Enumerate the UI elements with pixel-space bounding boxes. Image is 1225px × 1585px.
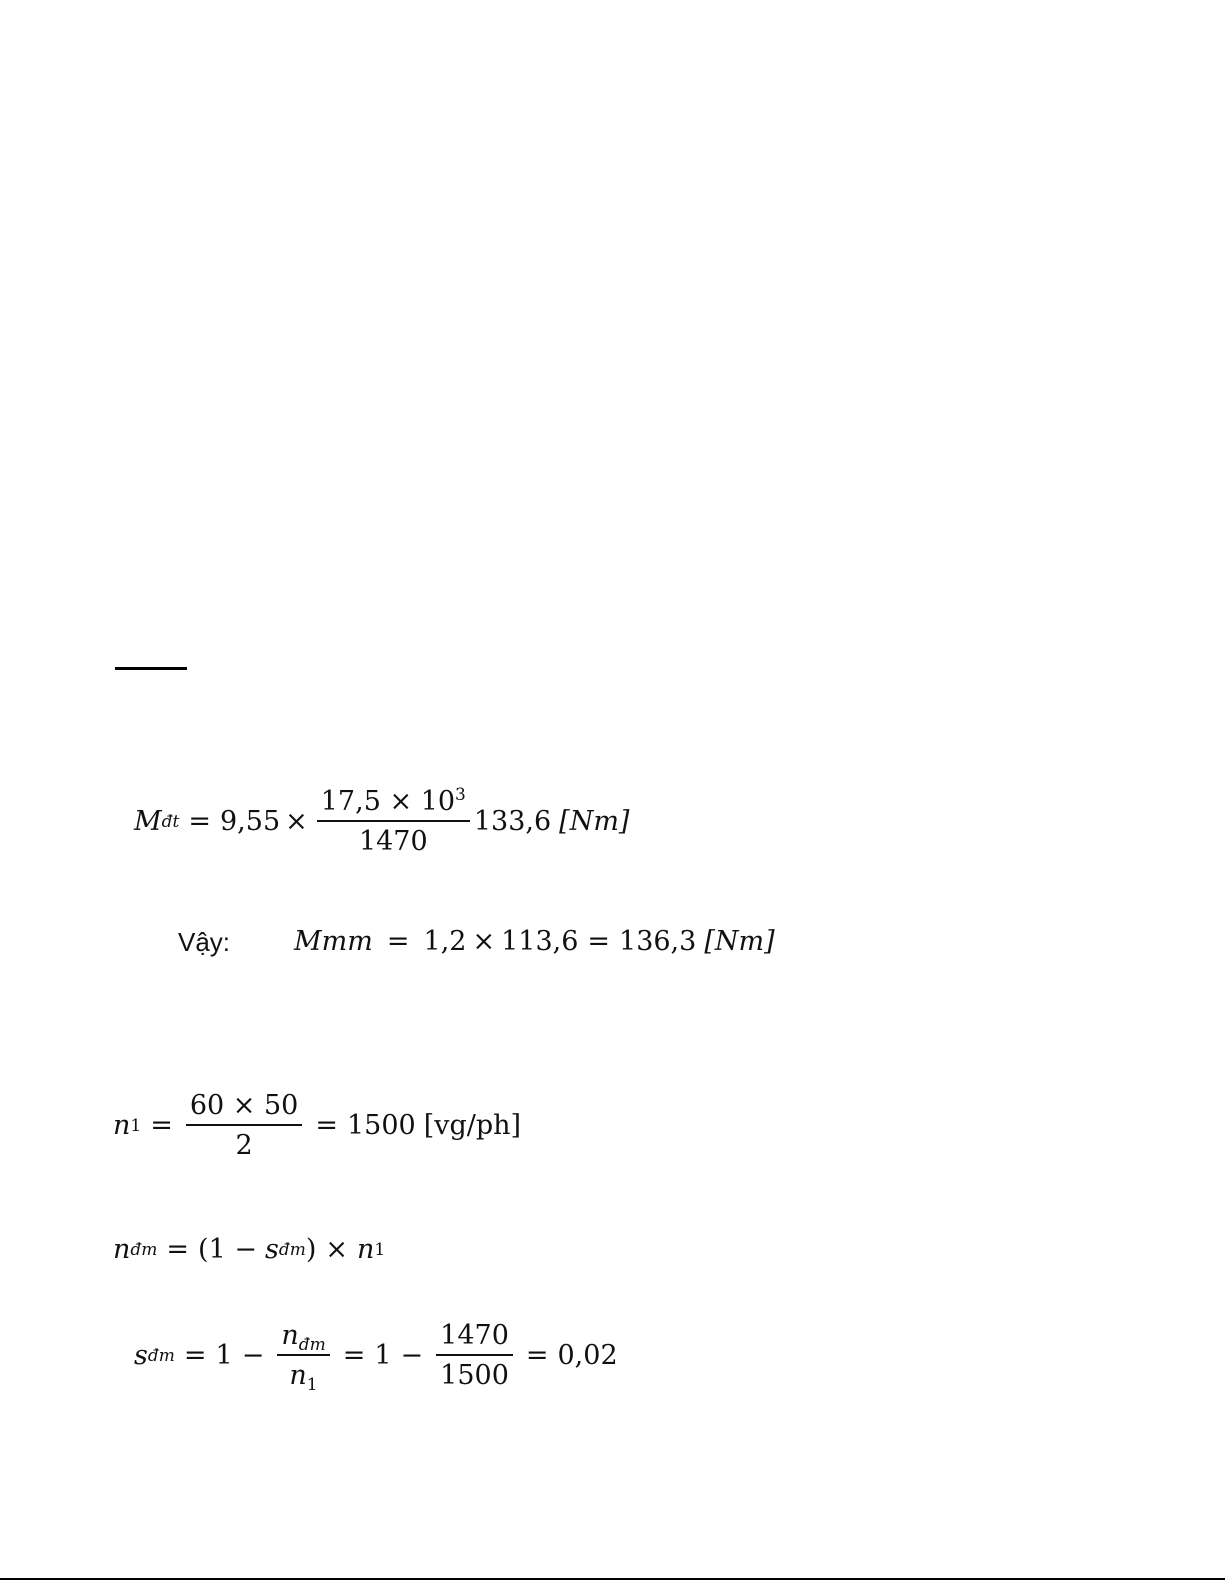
eq5-one: 1	[215, 1340, 233, 1371]
eq1-num-base: 10	[420, 786, 456, 817]
eq1-lhs-var: M	[134, 806, 162, 837]
eq1-numerator	[317, 784, 470, 822]
eq3-denominator: 2	[235, 1130, 253, 1161]
eq2-result: 136,3	[619, 926, 697, 957]
eq2-times: ×	[472, 926, 496, 957]
eq1-num-times: ×	[389, 786, 413, 817]
eq4-n-var: n	[357, 1234, 375, 1265]
equation-rated-speed: n đm = (1 − s đm ) × n 1	[113, 1234, 386, 1265]
eq2-lhs: Mmm	[294, 926, 373, 957]
eq4-s-var: s	[264, 1234, 279, 1265]
eq1-coef: 9,55	[220, 806, 281, 837]
eq2-unit: [Nm]	[704, 926, 775, 957]
conclusion-label: Vậy:	[178, 926, 231, 957]
eq2-b: 113,6	[501, 926, 579, 957]
eq3-equals: =	[150, 1110, 173, 1141]
page-bottom-border	[0, 1578, 1225, 1580]
equation-sync-speed: n 1 = $\frac{60 \times 50}{2}$ = 1500 [vg/ph]	[113, 1090, 522, 1161]
eq5-num-var: n	[281, 1320, 299, 1351]
eq2-equals-2: =	[587, 926, 611, 957]
eq5-fraction-numeric	[436, 1322, 513, 1389]
eq5-den-var: n	[289, 1360, 307, 1391]
heading-underline	[115, 667, 187, 670]
eq4-close: )	[305, 1234, 317, 1265]
eq5-numerator-numeric: 1470	[436, 1322, 513, 1356]
eq4-open: (1 −	[198, 1234, 257, 1265]
eq5-result: 0,02	[557, 1340, 618, 1371]
eq5-one-2: 1	[374, 1340, 392, 1371]
eq1-result: 133,6	[473, 806, 552, 837]
eq3-numerator: 60 × 50	[186, 1092, 303, 1126]
equation-slip: s đm = 1 − $\frac{n_{đm}}{n_1}$ = 1 − $\frac{1470}{1500}$ = 0,02	[134, 1320, 618, 1395]
equation-torque-rated: M đt = 9,55 × $\frac{17,5 \times 10^3}{1470}$ 133,6 [Nm]	[134, 784, 630, 857]
eq5-equals-2: =	[342, 1340, 366, 1371]
eq4-times: ×	[325, 1234, 348, 1265]
eq1-num-exp: 3	[455, 784, 466, 805]
eq2-a: 1,2	[423, 926, 467, 957]
eq2-equals: =	[386, 926, 410, 957]
eq1-unit: [Nm]	[559, 806, 630, 837]
eq5-num-sub: đm	[298, 1334, 326, 1355]
eq3-equals-2: =	[315, 1110, 338, 1141]
equation-torque-max	[178, 928, 775, 955]
eq3-fraction	[186, 1092, 303, 1159]
eq5-equals-3: =	[525, 1340, 549, 1371]
eq5-minus: −	[241, 1340, 265, 1371]
eq5-minus-2: −	[400, 1340, 424, 1371]
eq4-equals: =	[166, 1234, 190, 1265]
eq1-denominator: 1470	[358, 826, 428, 857]
eq3-result: 1500	[346, 1110, 416, 1141]
eq1-num-a: 17,5	[320, 786, 381, 817]
eq3-unit: [vg/ph]	[423, 1110, 522, 1141]
eq5-den-sub: 1	[306, 1374, 318, 1395]
eq1-fraction	[317, 784, 470, 857]
eq5-lhs-var: s	[134, 1340, 148, 1371]
eq3-lhs-var: n	[113, 1110, 131, 1141]
eq1-equals: =	[188, 806, 211, 837]
eq5-numerator-symbolic	[277, 1322, 329, 1356]
eq1-times: ×	[285, 806, 308, 837]
eq4-lhs-var: n	[113, 1234, 131, 1265]
eq5-equals: =	[183, 1340, 207, 1371]
eq5-denominator-numeric: 1500	[440, 1360, 509, 1391]
eq5-fraction-symbolic	[277, 1320, 329, 1395]
eq5-denominator-symbolic	[285, 1356, 321, 1395]
